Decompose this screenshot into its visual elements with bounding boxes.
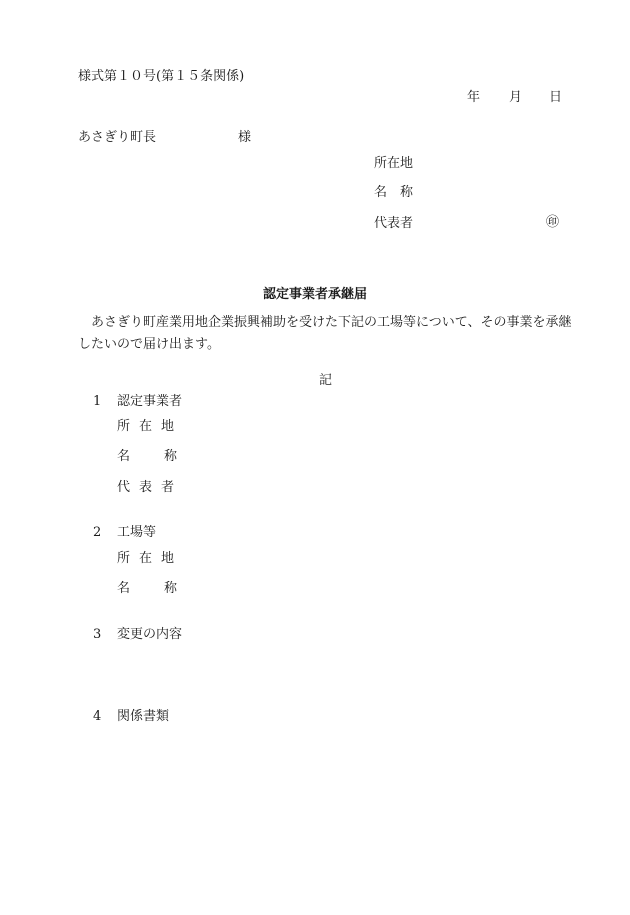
form-number: 様式第１０号(第１５条関係) [78, 69, 245, 84]
section-1-field-representative: 代表者 [117, 480, 184, 495]
recipient-honorific: 様 [238, 130, 252, 145]
ki-heading: 記 [319, 373, 333, 388]
section-3-number: 3 [93, 627, 102, 642]
section-3-title: 変更の内容 [117, 627, 183, 642]
applicant-address-label: 所在地 [374, 156, 414, 171]
section-2-number: 2 [93, 525, 102, 540]
section-1-number: 1 [93, 394, 102, 409]
section-4-number: 4 [93, 709, 102, 724]
date-day-label: 日 [549, 90, 563, 105]
section-2-field-name: 名称 [117, 581, 212, 596]
date-month-label: 月 [509, 90, 523, 105]
section-1-title: 認定事業者 [117, 394, 183, 409]
document-body: あさぎり町産業用地企業振興補助を受けた下記の工場等について、その事業を承継したいので届け出ます。 [78, 315, 572, 352]
seal-mark: ㊞ [546, 215, 560, 230]
section-4-title: 関係書類 [117, 709, 170, 724]
section-1-field-address: 所在地 [117, 419, 184, 434]
section-2-field-address: 所在地 [117, 551, 184, 566]
section-1-field-name: 名称 [117, 449, 212, 464]
applicant-name-label: 名 称 [374, 185, 414, 200]
document-title: 認定事業者承継届 [262, 287, 367, 302]
recipient-name: あさぎり町長 [78, 130, 157, 145]
applicant-representative-label: 代表者 [374, 216, 414, 231]
date-year-label: 年 [467, 90, 481, 105]
section-2-title: 工場等 [117, 525, 157, 540]
